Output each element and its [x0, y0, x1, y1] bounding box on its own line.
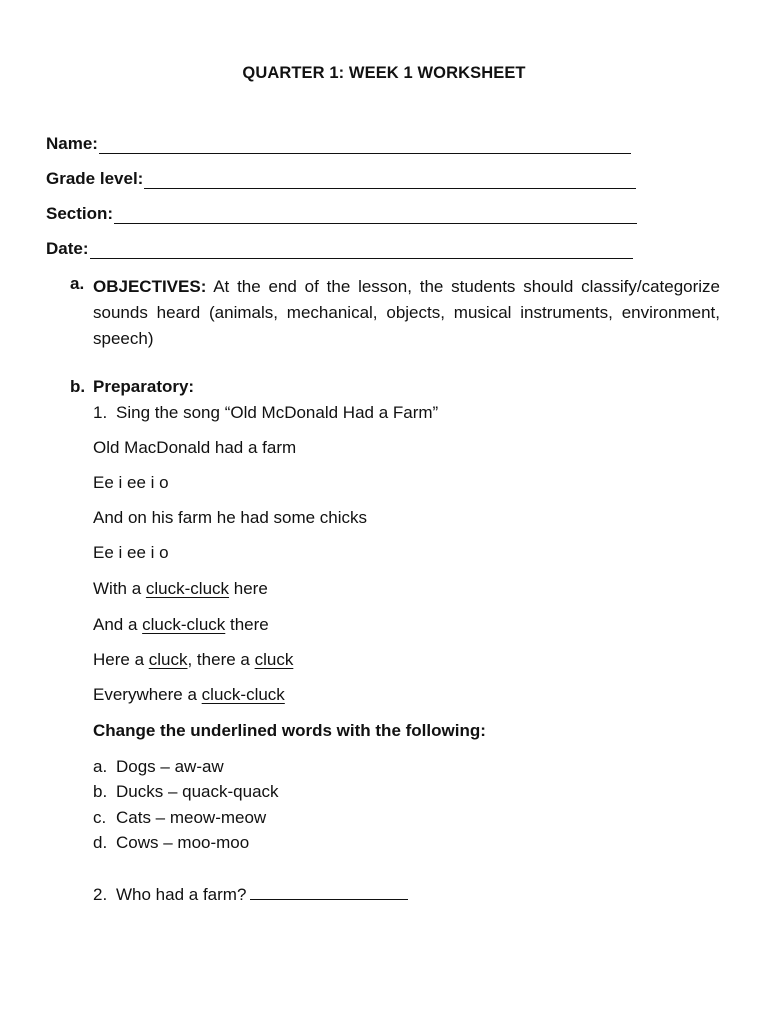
date-label: Date:: [46, 239, 89, 258]
item-1-text: Sing the song “Old McDonald Had a Farm”: [116, 403, 439, 422]
item-2-answer-blank[interactable]: [250, 887, 408, 900]
lyric-5-pre: With a: [93, 579, 146, 598]
item-1: [93, 403, 438, 423]
lyric-6-underlined: cluck-cluck: [142, 615, 226, 634]
option-item: [93, 808, 266, 828]
instruction-text: Change the underlined words with the following:: [93, 721, 486, 740]
name-field: [46, 134, 631, 154]
objectives-paragraph: [93, 274, 720, 352]
grade-level-field: [46, 169, 636, 189]
name-label: Name:: [46, 134, 98, 153]
name-blank-line[interactable]: [99, 139, 631, 154]
option-text: Dogs – aw-aw: [116, 757, 224, 776]
option-item: [93, 833, 249, 853]
lyric-7-underlined-2: cluck: [254, 650, 294, 669]
grade-level-label: Grade level:: [46, 169, 144, 188]
section-field: [46, 204, 637, 224]
option-text: Cats – meow-meow: [116, 808, 267, 827]
lyric-line-8: [93, 685, 285, 705]
lyric-line-3: And on his farm he had some chicks: [93, 508, 368, 527]
preparatory-heading: Preparatory:: [93, 377, 195, 396]
lyric-line-4: Ee i ee i o: [93, 543, 169, 562]
date-field: [46, 239, 633, 259]
item-1-number: 1.: [93, 403, 108, 422]
option-key: b.: [93, 782, 108, 801]
lyric-8-pre: Everywhere a: [93, 685, 202, 704]
section-blank-line[interactable]: [114, 209, 637, 224]
lyric-8-underlined: cluck-cluck: [201, 685, 285, 704]
option-text: Cows – moo-moo: [116, 833, 250, 852]
lyric-line-7: [93, 650, 293, 670]
lyric-7-mid: , there a: [187, 650, 255, 669]
preparatory-letter: b.: [70, 377, 86, 396]
objectives-text: At the end of the lesson, the students should classify/categorize sounds heard (animals, mechanical, objects, musical instruments, environment, speech): [93, 277, 720, 348]
objectives-letter: a.: [70, 274, 85, 293]
grade-level-blank-line[interactable]: [144, 174, 636, 189]
option-item: [93, 757, 224, 777]
section-label: Section:: [46, 204, 114, 223]
lyric-6-post: there: [225, 615, 269, 634]
item-2: [93, 885, 408, 905]
option-text: Ducks – quack-quack: [116, 782, 279, 801]
date-blank-line[interactable]: [90, 244, 633, 259]
lyric-line-2: Ee i ee i o: [93, 473, 169, 492]
lyric-line-1: Old MacDonald had a farm: [93, 438, 297, 457]
option-item: [93, 782, 279, 802]
item-2-number: 2.: [93, 885, 108, 904]
option-key: d.: [93, 833, 108, 852]
lyric-6-pre: And a: [93, 615, 143, 634]
item-2-text: Who had a farm?: [116, 885, 247, 904]
option-key: a.: [93, 757, 108, 776]
lyric-7-pre: Here a: [93, 650, 149, 669]
option-key: c.: [93, 808, 107, 827]
lyric-7-underlined-1: cluck: [148, 650, 188, 669]
page-title: QUARTER 1: WEEK 1 WORKSHEET: [242, 64, 526, 82]
lyric-5-underlined: cluck-cluck: [145, 579, 230, 598]
objectives-heading: OBJECTIVES:: [93, 277, 207, 296]
lyric-5-post: here: [229, 579, 268, 598]
lyric-line-5: [93, 579, 268, 599]
lyric-line-6: [93, 615, 269, 635]
